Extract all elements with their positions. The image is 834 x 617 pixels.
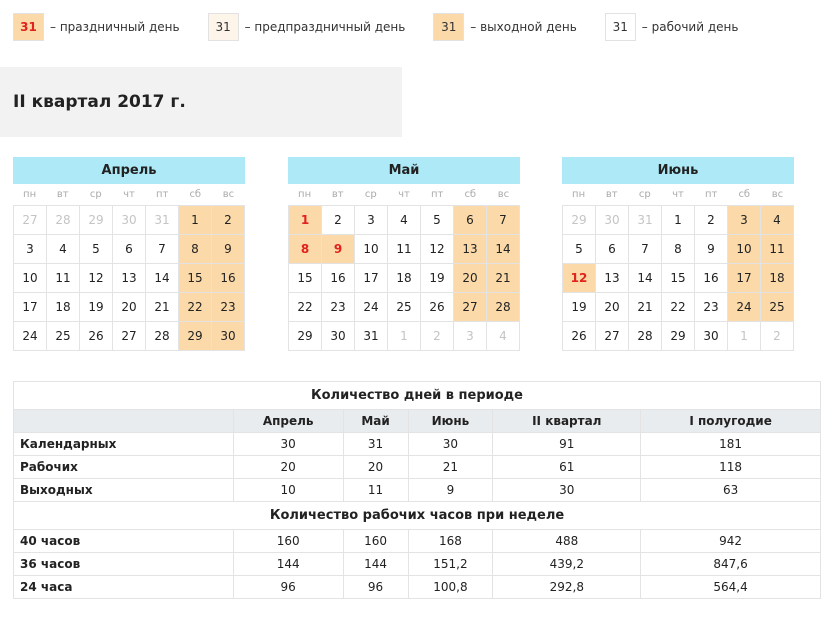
weekday-label: пт: [155, 189, 169, 200]
column-header: I полугодие: [641, 410, 821, 433]
table-cell: 439,2: [493, 553, 641, 576]
day-cell: 17: [14, 293, 47, 322]
row-label: Рабочих: [14, 456, 234, 479]
day-cell: 24: [355, 293, 388, 322]
day-cell: 13: [596, 264, 629, 293]
corner-cell: [14, 410, 234, 433]
legend-label-weekend: – выходной день: [470, 20, 577, 34]
table-row: [14, 479, 821, 502]
day-cell: 21: [146, 293, 179, 322]
day-cell: 1: [289, 206, 322, 235]
day-cell: 12: [421, 235, 454, 264]
day-cell: 7: [146, 235, 179, 264]
day-cell: 26: [563, 322, 596, 351]
table-cell: 144: [343, 553, 408, 576]
table-cell: 91: [493, 433, 641, 456]
day-cell: 6: [596, 235, 629, 264]
column-header: Апрель: [233, 410, 343, 433]
day-cell: 24: [728, 293, 761, 322]
stats-body: [14, 382, 821, 599]
days-grid: [13, 205, 245, 351]
day-cell: 4: [388, 206, 421, 235]
table-row: [14, 576, 821, 599]
weekday-label: вс: [497, 189, 510, 200]
weekday-label: вс: [771, 189, 784, 200]
day-cell: 6: [454, 206, 487, 235]
weekday-label: вс: [222, 189, 235, 200]
month-calendar-april: [13, 157, 245, 351]
day-cell: 27: [454, 293, 487, 322]
legend-item-preholiday: [208, 13, 406, 41]
legend-label-work: – рабочий день: [641, 20, 739, 34]
day-cell: 16: [695, 264, 728, 293]
day-cell: 20: [596, 293, 629, 322]
day-cell: 28: [629, 322, 662, 351]
day-cell: 30: [322, 322, 355, 351]
day-cell: 4: [487, 322, 520, 351]
day-cell: 14: [146, 264, 179, 293]
day-cell: 7: [487, 206, 520, 235]
day-cell: 5: [80, 235, 113, 264]
legend-swatch-weekend: 31: [433, 13, 464, 41]
day-cell: 16: [212, 264, 245, 293]
column-header: Май: [343, 410, 408, 433]
day-cell: 29: [179, 322, 212, 351]
day-cell: 29: [662, 322, 695, 351]
day-cell: 10: [355, 235, 388, 264]
legend-swatch-work: 31: [605, 13, 636, 41]
days-grid: [288, 205, 520, 351]
hours-section-title: Количество рабочих часов при неделе: [14, 502, 821, 530]
day-cell: 2: [421, 322, 454, 351]
table-cell: 488: [493, 530, 641, 553]
weekday-label: сб: [464, 189, 477, 200]
table-cell: 160: [343, 530, 408, 553]
table-cell: 942: [641, 530, 821, 553]
day-cell: 10: [14, 264, 47, 293]
row-label: Выходных: [14, 479, 234, 502]
day-cell: 10: [728, 235, 761, 264]
day-cell: 3: [454, 322, 487, 351]
weekday-label: пн: [23, 189, 37, 200]
day-cell: 29: [563, 206, 596, 235]
day-cell: 18: [47, 293, 80, 322]
table-cell: 30: [233, 433, 343, 456]
table-row: [14, 433, 821, 456]
day-cell: 20: [454, 264, 487, 293]
day-cell: 31: [355, 322, 388, 351]
weekday-label: чт: [672, 189, 684, 200]
table-cell: 21: [408, 456, 493, 479]
day-cell: 2: [761, 322, 794, 351]
weekday-label: ср: [364, 189, 377, 200]
day-cell: 14: [487, 235, 520, 264]
table-row: [14, 530, 821, 553]
day-cell: 14: [629, 264, 662, 293]
day-cell: 3: [14, 235, 47, 264]
month-title: Май: [288, 157, 520, 184]
table-cell: 100,8: [408, 576, 493, 599]
day-cell: 29: [289, 322, 322, 351]
day-cell: 23: [212, 293, 245, 322]
day-cell: 2: [322, 206, 355, 235]
day-cell: 8: [179, 235, 212, 264]
table-cell: 96: [343, 576, 408, 599]
weekday-header: [13, 184, 245, 205]
weekday-label: пн: [298, 189, 312, 200]
weekday-header: [288, 184, 520, 205]
day-cell: 4: [47, 235, 80, 264]
day-cell: 15: [289, 264, 322, 293]
table-cell: 9: [408, 479, 493, 502]
day-cell: 30: [596, 206, 629, 235]
legend: [13, 13, 766, 41]
day-cell: 1: [388, 322, 421, 351]
legend-item-weekend: [433, 13, 577, 41]
table-cell: 30: [493, 479, 641, 502]
row-label: 36 часов: [14, 553, 234, 576]
month-calendar-may: [288, 157, 520, 351]
column-header-row: [14, 410, 821, 433]
day-cell: 12: [80, 264, 113, 293]
day-cell: 17: [728, 264, 761, 293]
day-cell: 28: [487, 293, 520, 322]
column-header: Июнь: [408, 410, 493, 433]
day-cell: 5: [563, 235, 596, 264]
day-cell: 21: [629, 293, 662, 322]
day-cell: 13: [454, 235, 487, 264]
table-cell: 20: [343, 456, 408, 479]
day-cell: 27: [113, 322, 146, 351]
row-label: 24 часа: [14, 576, 234, 599]
day-cell: 28: [47, 206, 80, 235]
legend-swatch-holiday: 31: [13, 13, 44, 41]
table-row: [14, 456, 821, 479]
legend-item-holiday: [13, 13, 180, 41]
day-cell: 30: [212, 322, 245, 351]
table-cell: 63: [641, 479, 821, 502]
day-cell: 16: [322, 264, 355, 293]
day-cell: 22: [289, 293, 322, 322]
weekday-label: сб: [738, 189, 751, 200]
weekday-header: [562, 184, 794, 205]
day-cell: 23: [322, 293, 355, 322]
table-cell: 168: [408, 530, 493, 553]
day-cell: 11: [761, 235, 794, 264]
weekday-label: пн: [572, 189, 586, 200]
weekday-label: сб: [189, 189, 202, 200]
column-header: II квартал: [493, 410, 641, 433]
table-cell: 151,2: [408, 553, 493, 576]
month-title: Апрель: [13, 157, 245, 184]
day-cell: 8: [289, 235, 322, 264]
legend-label-preholiday: – предпраздничный день: [244, 20, 406, 34]
legend-item-work: [605, 13, 739, 41]
day-cell: 1: [728, 322, 761, 351]
table-cell: 30: [408, 433, 493, 456]
weekday-label: чт: [123, 189, 135, 200]
day-cell: 27: [596, 322, 629, 351]
day-cell: 27: [14, 206, 47, 235]
day-cell: 26: [80, 322, 113, 351]
table-cell: 181: [641, 433, 821, 456]
day-cell: 15: [662, 264, 695, 293]
day-cell: 7: [629, 235, 662, 264]
day-cell: 26: [421, 293, 454, 322]
table-cell: 118: [641, 456, 821, 479]
day-cell: 22: [179, 293, 212, 322]
day-cell: 3: [355, 206, 388, 235]
weekday-label: ср: [638, 189, 651, 200]
day-cell: 19: [80, 293, 113, 322]
table-cell: 292,8: [493, 576, 641, 599]
day-cell: 2: [695, 206, 728, 235]
month-title: Июнь: [562, 157, 794, 184]
day-cell: 3: [728, 206, 761, 235]
table-cell: 144: [233, 553, 343, 576]
weekday-label: ср: [89, 189, 102, 200]
day-cell: 9: [212, 235, 245, 264]
weekday-label: пт: [704, 189, 718, 200]
day-cell: 19: [563, 293, 596, 322]
month-calendar-june: [562, 157, 794, 351]
day-cell: 20: [113, 293, 146, 322]
day-cell: 21: [487, 264, 520, 293]
legend-label-holiday: – праздничный день: [50, 20, 180, 34]
table-cell: 10: [233, 479, 343, 502]
day-cell: 29: [80, 206, 113, 235]
days-grid: [562, 205, 794, 351]
quarter-title: II квартал 2017 г.: [0, 67, 402, 137]
day-cell: 17: [355, 264, 388, 293]
day-cell: 8: [662, 235, 695, 264]
day-cell: 5: [421, 206, 454, 235]
day-cell: 4: [761, 206, 794, 235]
day-cell: 31: [146, 206, 179, 235]
row-label: Календарных: [14, 433, 234, 456]
day-cell: 12: [563, 264, 596, 293]
days-section-title: Количество дней в периоде: [14, 382, 821, 410]
table-cell: 20: [233, 456, 343, 479]
day-cell: 31: [629, 206, 662, 235]
day-cell: 23: [695, 293, 728, 322]
stats-table: [13, 381, 821, 599]
day-cell: 9: [322, 235, 355, 264]
table-cell: 160: [233, 530, 343, 553]
table-cell: 564,4: [641, 576, 821, 599]
day-cell: 6: [113, 235, 146, 264]
day-cell: 11: [47, 264, 80, 293]
day-cell: 24: [14, 322, 47, 351]
day-cell: 11: [388, 235, 421, 264]
weekday-label: пт: [430, 189, 444, 200]
day-cell: 13: [113, 264, 146, 293]
day-cell: 18: [761, 264, 794, 293]
day-cell: 30: [113, 206, 146, 235]
day-cell: 30: [695, 322, 728, 351]
weekday-label: вт: [605, 189, 618, 200]
table-cell: 31: [343, 433, 408, 456]
weekday-label: вт: [56, 189, 69, 200]
weekday-label: вт: [331, 189, 344, 200]
day-cell: 9: [695, 235, 728, 264]
day-cell: 2: [212, 206, 245, 235]
day-cell: 19: [421, 264, 454, 293]
row-label: 40 часов: [14, 530, 234, 553]
day-cell: 1: [662, 206, 695, 235]
table-row: [14, 553, 821, 576]
table-cell: 61: [493, 456, 641, 479]
day-cell: 25: [47, 322, 80, 351]
day-cell: 1: [179, 206, 212, 235]
day-cell: 25: [761, 293, 794, 322]
day-cell: 18: [388, 264, 421, 293]
day-cell: 15: [179, 264, 212, 293]
day-cell: 25: [388, 293, 421, 322]
day-cell: 28: [146, 322, 179, 351]
table-cell: 847,6: [641, 553, 821, 576]
weekday-label: чт: [398, 189, 410, 200]
table-cell: 96: [233, 576, 343, 599]
day-cell: 22: [662, 293, 695, 322]
table-cell: 11: [343, 479, 408, 502]
legend-swatch-preholiday: 31: [208, 13, 239, 41]
